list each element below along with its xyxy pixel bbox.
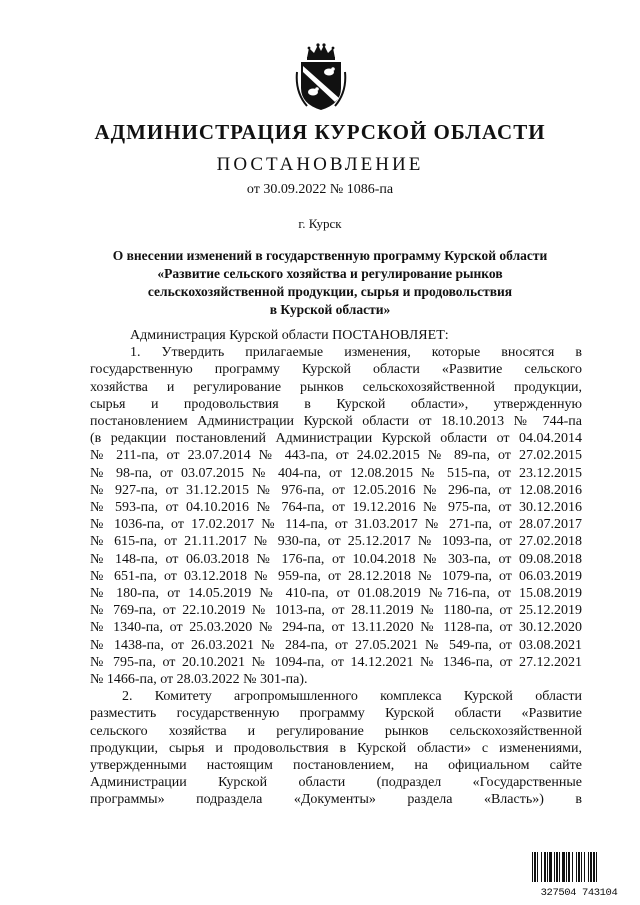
- organization-title: АДМИНИСТРАЦИЯ КУРСКОЙ ОБЛАСТИ: [94, 120, 546, 144]
- document-date-number: от 30.09.2022 № 1086-па: [246, 182, 394, 197]
- subject-line: «Развитие сельского хозяйства и регулирование рынков: [157, 266, 503, 281]
- paragraph-line: № 1438-па, от 26.03.2021 № 284-па, от 27.05.2021 № 549-па, от 03.08.2021: [90, 637, 582, 653]
- paragraph-line: № 593-па, от 04.10.2016 № 764-па, от 19.12.2016 № 975-па, от 30.12.2016: [90, 500, 582, 516]
- paragraph-line: № 1036-па, от 17.02.2017 № 114-па, от 31.03.2017 № 271-па, от 28.07.2017: [90, 517, 582, 533]
- document-city: г. Курск: [298, 216, 342, 231]
- paragraph-line: 2. Комитету агропромышленного комплекса Курской области: [122, 689, 582, 705]
- barcode: [531, 852, 627, 899]
- paragraph-line: № 211-па, от 23.07.2014 № 443-па, от 24.02.2015 № 89-па, от 27.02.2015: [90, 448, 582, 464]
- preamble: Администрация Курской области ПОСТАНОВЛЯЕТ:: [130, 328, 449, 343]
- paragraph-line: хозяйства и регулирование рынков сельскохозяйственной продукции,: [90, 379, 582, 395]
- barcode-bars: [531, 852, 627, 882]
- paragraph-line: № 98-па, от 03.07.2015 № 404-па, от 12.08.2015 № 515-па, от 23.12.2015: [90, 465, 582, 481]
- document-body: [90, 327, 582, 809]
- item-1-paragraph: [90, 344, 582, 688]
- paragraph-line: № 180-па, от 14.05.2019 № 410-па, от 01.08.2019 №716-па, от 15.08.2019: [90, 586, 582, 602]
- document-subject: [85, 247, 575, 319]
- paragraph-line: программы» подраздела «Документы» раздела «Власть») в: [90, 792, 582, 808]
- paragraph-line: Администрации Курской области (подраздел «Государственные: [90, 775, 582, 791]
- barcode-number: 327504 743104: [540, 887, 618, 899]
- kursk-coat-of-arms-icon: [295, 42, 347, 112]
- document-type: ПОСТАНОВЛЕНИЕ: [216, 154, 424, 175]
- subject-line: О внесении изменений в государственную программу Курской области: [112, 248, 548, 263]
- paragraph-line: сырья и продовольствия в Курской области», утвержденную: [90, 396, 582, 412]
- paragraph-line: № 927-па, от 31.12.2015 № 976-па, от 12.05.2016 № 296-па, от 12.08.2016: [90, 482, 582, 498]
- item-2-paragraph: [90, 688, 582, 808]
- paragraph-line: № 769-па, от 22.10.2019 № 1013-па, от 28.11.2019 № 1180-па, от 25.12.2019: [90, 603, 582, 619]
- paragraph-line: разместить государственную программу Курской области «Развитие: [90, 706, 582, 722]
- paragraph-line: 1. Утвердить прилагаемые изменения, которые вносятся в: [130, 345, 582, 361]
- paragraph-line: № 148-па, от 06.03.2018 № 176-па, от 10.04.2018 № 303-па, от 09.08.2018: [90, 551, 582, 567]
- paragraph-line: № 1340-па, от 25.03.2020 № 294-па, от 13.11.2020 № 1128-па, от 30.12.2020: [90, 620, 582, 636]
- paragraph-line: (в редакции постановлений Администрации Курской области от 04.04.2014: [90, 431, 582, 447]
- paragraph-line: утвержденными настоящим постановлением, на официальном сайте: [90, 758, 582, 774]
- paragraph-line: № 1466-па, от 28.03.2022 № 301-па).: [90, 672, 308, 688]
- paragraph-line: сельского хозяйства и регулирование рынков сельскохозяйственной: [90, 723, 582, 739]
- paragraph-line: государственную программу Курской области «Развитие сельского: [90, 362, 582, 378]
- paragraph-line: № 615-па, от 21.11.2017 № 930-па, от 25.12.2017 № 1093-па, от 27.02.2018: [90, 534, 582, 550]
- subject-line: в Курской области»: [269, 302, 391, 317]
- paragraph-line: постановлением Администрации Курской области от 18.10.2013 № 744-па: [90, 414, 582, 430]
- paragraph-line: продукции, сырья и продовольствия в Курской области» с изменениями,: [90, 740, 582, 756]
- paragraph-line: № 795-па, от 20.10.2021 № 1094-па, от 14.12.2021 № 1346-па, от 27.12.2021: [90, 654, 582, 670]
- paragraph-line: № 651-па, от 03.12.2018 № 959-па, от 28.12.2018 № 1079-па, от 06.03.2019: [90, 568, 582, 584]
- subject-line: сельскохозяйственной продукции, сырья и продовольствия: [147, 284, 513, 299]
